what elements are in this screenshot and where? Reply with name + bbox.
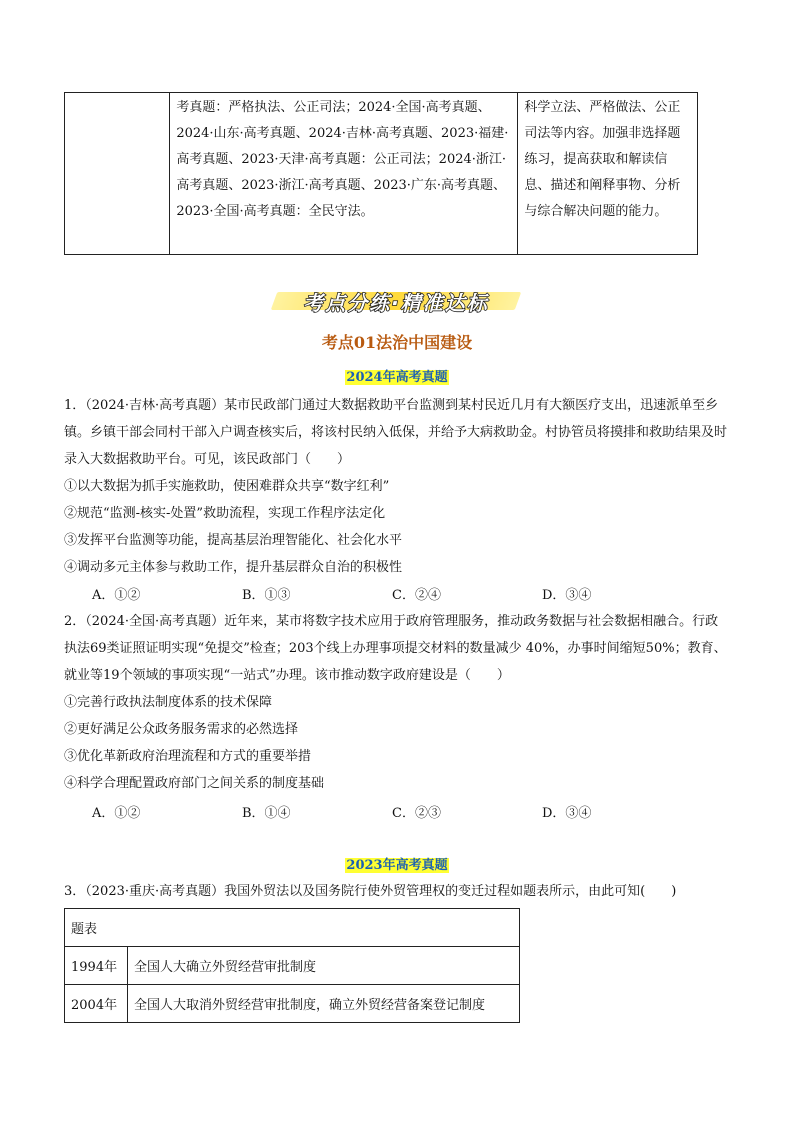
question-1-option: ③发挥平台监测等功能，提高基层治理智能化、社会化水平 — [64, 533, 403, 548]
question-1-stem: 1．（2024·吉林·高考真题）某市民政部门通过大数据救助平台监测到某村民近几月有大额医疗支出，迅速派单至乡镇。乡镇干部会同村干部入户调查核实后，将该村民纳入低保，并给予大病救助金。村协管员将摸排和救助结果及时录入大数据救助平台。可见，该民政部门（ ） — [64, 398, 728, 467]
table-cell-year: 2004年 — [65, 985, 128, 1023]
choice-a[interactable]: A．①② — [92, 588, 141, 603]
table-row — [65, 985, 520, 1023]
question-2-option: ③优化革新政府治理流程和方式的重要举措 — [64, 749, 312, 764]
question-3-stem: 3．（2023·重庆·高考真题）我国外贸法以及国务院行使外贸管理权的变迁过程如题表所示，由此可知( ) — [64, 884, 677, 899]
question-1-option: ①以大数据为抓手实施救助，使困难群众共享“数字红利” — [64, 479, 390, 494]
choice-d[interactable]: D．③④ — [542, 806, 592, 821]
table-cell-text: 全国人大确立外贸经营审批制度 — [128, 947, 520, 985]
year-label-2024: 2024年高考真题 — [346, 370, 448, 385]
question-2-option: ④科学合理配置政府部门之间关系的制度基础 — [64, 776, 325, 791]
table-cell-text: 全国人大取消外贸经营审批制度，确立外贸经营备案登记制度 — [128, 985, 520, 1023]
choice-d[interactable]: D．③④ — [542, 588, 592, 603]
question-1-option: ④调动多元主体参与救助工作，提升基层群众自治的积极性 — [64, 560, 403, 575]
banner-title: 考点分练·精准达标 — [303, 290, 489, 315]
choice-b[interactable]: B．①③ — [242, 588, 291, 603]
question-3-table — [64, 908, 520, 1023]
choice-a[interactable]: A．①② — [92, 806, 141, 821]
table-cell-year: 1994年 — [65, 947, 128, 985]
table-cell-empty — [65, 93, 170, 255]
table-title: 题表 — [65, 909, 520, 947]
choice-c[interactable]: C．②④ — [392, 588, 441, 603]
section-title: 考点01法治中国建设 — [321, 333, 473, 352]
table-cell-exam-list: 考真题：严格执法、公正司法；2024·全国·高考真题、2024·山东·高考真题、2024·吉林·高考真题、2023·福建·高考真题、2023·天津·高考真题：公正司法；2024·浙江·高考真题、2023·浙江·高考真题、2023·广东·高考真题、2023·全国·高考真题：全民守法。 — [170, 93, 518, 255]
choice-c[interactable]: C．②③ — [392, 806, 441, 821]
choice-b[interactable]: B．①④ — [242, 806, 291, 821]
question-1-option: ②规范“监测-核实-处置”救助流程，实现工作程序法定化 — [64, 506, 386, 521]
question-2-option: ①完善行政执法制度体系的技术保障 — [64, 695, 273, 710]
section-banner — [268, 286, 524, 316]
question-2-stem: 2．（2024·全国·高考真题）近年来，某市将数字技术应用于政府管理服务，推动政务数据与社会数据相融合。行政执法69类证照证明实现“免提交”检查；203个线上办理事项提交材料的数量减少 40%，办事时间缩短50%；教育、就业等19个领域的事项实现“一站式”办理。该市推动数字政府建设是（ ） — [64, 614, 727, 683]
question-2-choices — [92, 802, 732, 821]
table-cell-guidance: 科学立法、严格做法、公正司法等内容。加强非选择题练习，提高获取和解读信息、描述和阐释事物、分析与综合解决问题的能力。 — [518, 93, 698, 255]
table-row — [65, 947, 520, 985]
question-2-option: ②更好满足公众政务服务需求的必然选择 — [64, 722, 299, 737]
question-1-choices — [92, 584, 732, 603]
year-label-2023: 2023年高考真题 — [346, 858, 448, 873]
requirements-table — [64, 92, 698, 255]
